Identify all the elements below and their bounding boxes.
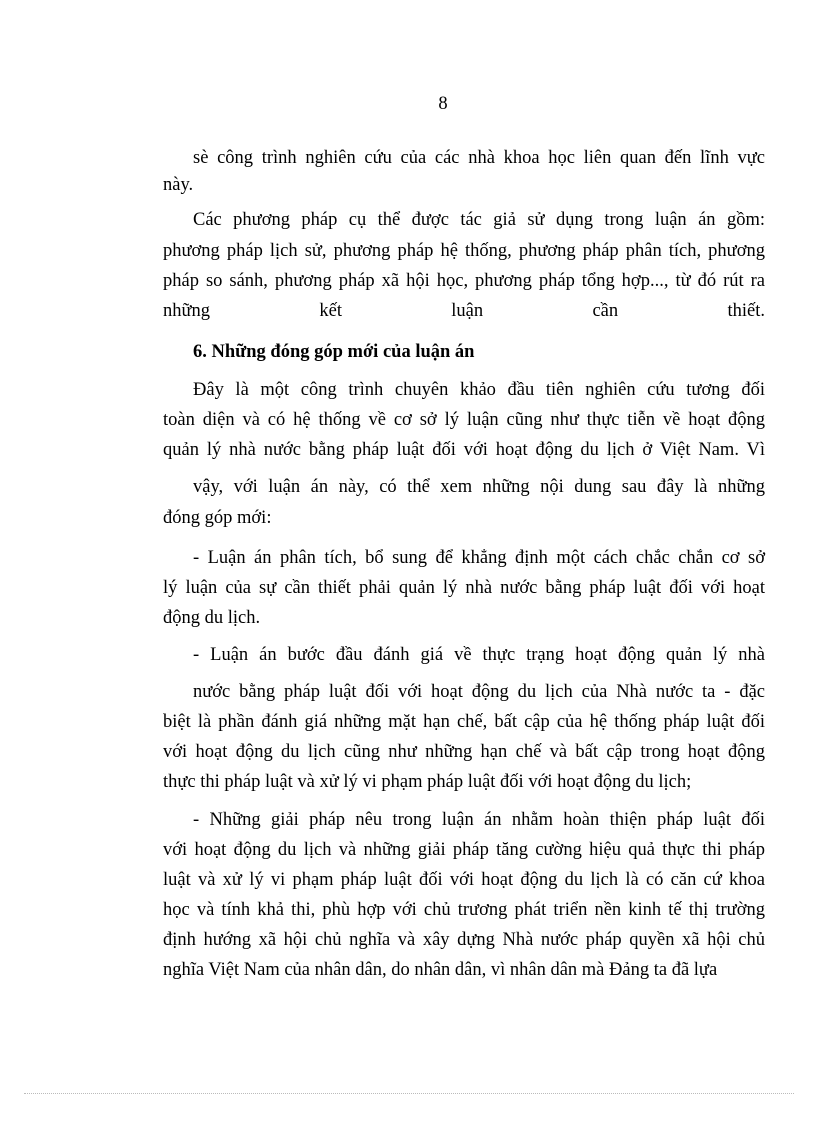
text-line: học và tính khả thi, phù hợp với chủ trương phát triển nền kinh tế thị trường bbox=[163, 900, 765, 920]
text-line: Đây là một công trình chuyên khảo đầu tiên nghiên cứu tương đối bbox=[193, 380, 765, 400]
text-line: toàn diện và có hệ thống về cơ sở lý luận cũng như thực tiễn về hoạt động bbox=[163, 410, 765, 430]
text-line: những kết luận cần thiết. bbox=[163, 301, 765, 321]
text-line: với hoạt động du lịch cũng như những hạn chế và bất cập trong hoạt động bbox=[163, 742, 765, 762]
text-line: định hướng xã hội chủ nghĩa và xây dựng Nhà nước pháp quyền xã hội chủ bbox=[163, 930, 765, 950]
text-line: - Những giải pháp nêu trong luận án nhằm hoàn thiện pháp luật đối bbox=[193, 810, 765, 830]
text-line: - Luận án bước đầu đánh giá về thực trạng hoạt động quản lý nhà bbox=[193, 645, 765, 665]
text-line: pháp so sánh, phương pháp xã hội học, phương pháp tổng hợp..., từ đó rút ra bbox=[163, 271, 765, 291]
text-line: với hoạt động du lịch và những giải pháp tăng cường hiệu quả thực thi pháp bbox=[163, 840, 765, 860]
text-line: nghĩa Việt Nam của nhân dân, do nhân dân, vì nhân dân mà Đảng ta đã lựa bbox=[163, 960, 718, 980]
text-line: động du lịch. bbox=[163, 608, 261, 628]
text-line: vậy, với luận án này, có thể xem những nội dung sau đây là những bbox=[193, 477, 765, 497]
text-line: sè công trình nghiên cứu của các nhà khoa học liên quan đến lĩnh vực bbox=[193, 148, 765, 168]
text-line: luật và xử lý vi phạm pháp luật đối với hoạt động du lịch là có căn cứ khoa bbox=[163, 870, 765, 890]
text-line: thực thi pháp luật và xử lý vi phạm pháp luật đối với hoạt động du lịch; bbox=[163, 772, 692, 792]
text-line: quản lý nhà nước bằng pháp luật đối với hoạt động du lịch ở Việt Nam. Vì bbox=[163, 440, 765, 460]
text-line: - Luận án phân tích, bổ sung để khẳng định một cách chắc chắn cơ sở bbox=[193, 548, 765, 568]
page-number: 8 bbox=[438, 94, 448, 114]
text-line: Các phương pháp cụ thể được tác giả sử dụng trong luận án gồm: bbox=[193, 210, 765, 230]
text-line: phương pháp lịch sử, phương pháp hệ thống, phương pháp phân tích, phương bbox=[163, 241, 765, 261]
text-line: nước bằng pháp luật đối với hoạt động du lịch của Nhà nước ta - đặc bbox=[193, 682, 765, 702]
text-line: biệt là phần đánh giá những mặt hạn chế, bất cập của hệ thống pháp luật đối bbox=[163, 712, 765, 732]
page-bottom-divider bbox=[24, 1093, 794, 1094]
text-line: này. bbox=[163, 175, 194, 195]
text-line: lý luận của sự cần thiết phải quản lý nhà nước bằng pháp luật đối với hoạt bbox=[163, 578, 765, 598]
section-heading: 6. Những đóng góp mới của luận án bbox=[193, 342, 475, 362]
text-line: đóng góp mới: bbox=[163, 508, 272, 528]
